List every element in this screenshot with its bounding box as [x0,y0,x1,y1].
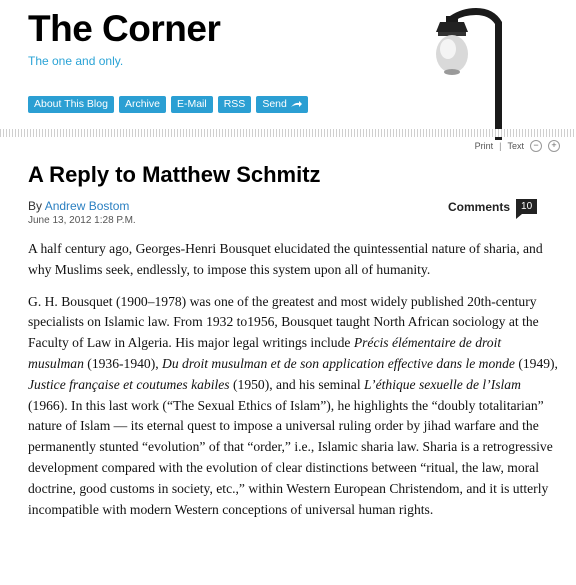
book-title: Justice française et coutumes kabiles [28,376,230,392]
comments-count-badge: 10 [516,199,537,214]
text-tools [475,140,560,152]
about-blog-label: About This Blog [34,98,108,110]
byline [28,199,129,213]
book-title: Du droit musulman et de son application effective dans le monde [162,355,515,371]
blog-nav [28,96,308,113]
email-button[interactable] [171,96,213,113]
post-title[interactable]: A Reply to Matthew Schmitz [28,162,321,187]
text-run: (1949), [514,355,558,371]
text-run: (1950), and his seminal [229,376,364,392]
article-paragraph: A half century ago, Georges-Henri Bousquet elucidated the quintessential nature of sharia, and why Muslims seek, endlessly, to impose this system upon all of humanity. [28,241,543,277]
text-size-label: Text [507,141,524,151]
article-body [28,239,558,531]
tagline: The one and only. [28,54,124,68]
header-divider [0,129,576,137]
post-date: June 13, 2012 1:28 P.M. [28,215,136,226]
text-run: (1966). In this last work (“The Sexual Ethics of Islam”), he highlights the “doubly totalitarian” nature of Islam — its eternal quest to impose a universal ruling order by jihad warfare and the permanently stunted “evolution” of that “order,” i.e., Islamic sharia law. Sharia is a retrogressive development compared with the evolution of clear distinctions between “ritual, the law, moral doctrine, good customs in society, etc.,” within Western European Christendom, and it is utterly incompatible with modern Western conceptions of universal human rights. [28,397,553,517]
about-blog-button[interactable] [28,96,114,113]
site-title[interactable]: The Corner [28,8,221,49]
rss-label: RSS [223,98,246,110]
comments-label: Comments [448,199,511,214]
send-button[interactable] [256,96,308,113]
text-smaller-icon[interactable]: − [530,140,542,152]
street-lamp-icon [410,6,520,140]
book-title: L’éthique sexuelle de l’Islam [364,376,521,392]
email-label: E-Mail [176,98,207,110]
tools-separator: | [499,141,502,151]
masthead [0,0,576,140]
book-title: Précis élémentaire de droit musulman [28,335,502,371]
send-label: Send [262,98,287,110]
archive-button[interactable] [119,96,166,113]
text-run: (1936-1940), [83,355,163,371]
article-paragraph [28,292,558,521]
comments-link[interactable] [448,199,537,214]
archive-label: Archive [124,98,160,110]
author-link[interactable]: Andrew Bostom [44,199,130,213]
text-run: G. H. Bousquet (1900–1978) was one of the greatest and most widely published 20th-century specialists on Islamic law. From 1932 to1956, Bousquet taught North African sociology at the Faculty of Law in Algeria. His major legal writings include [28,293,539,351]
send-arrow-icon [291,101,302,109]
byline-prefix: By [28,199,43,213]
text-larger-icon[interactable]: + [548,140,560,152]
print-link[interactable]: Print [474,141,494,151]
rss-button[interactable] [218,96,252,113]
